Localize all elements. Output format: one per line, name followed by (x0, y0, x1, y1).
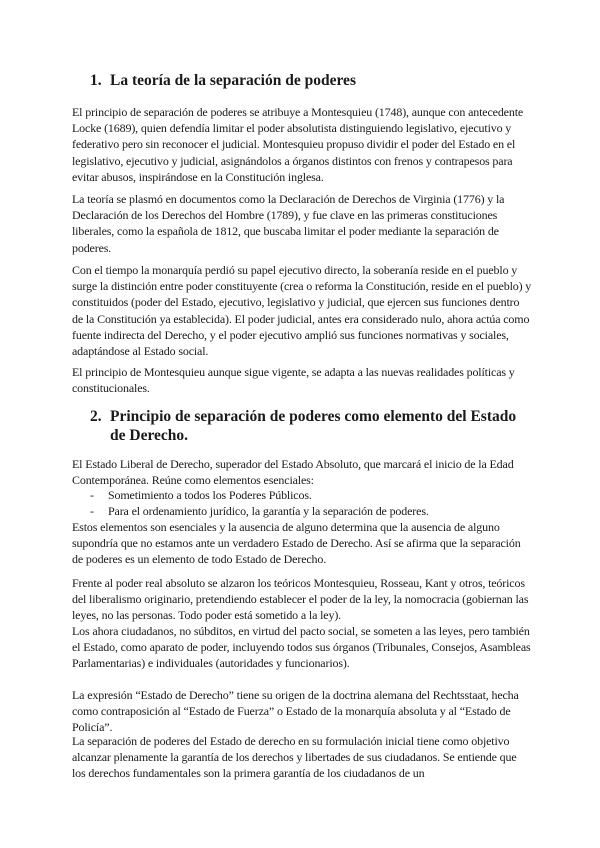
section-1-number: 1. (90, 72, 102, 89)
essential-elements-list (72, 487, 532, 519)
section-2-heading (90, 407, 530, 445)
paragraph-vigente: El principio de Montesquieu aunque sigue vigente, se adapta a las nuevas realidades políticas y constitucionales. (72, 365, 515, 396)
section-1-heading (90, 71, 530, 90)
section-1-title: La teoría de la separación de poderes (110, 72, 356, 89)
paragraph-declaraciones: La teoría se plasmó en documentos como la Declaración de Derechos de Virginia (1776) y la Declaración de los Derechos del Hombre (1789), y fue clave en las primeras constituciones liberales, como la española de 1812, que buscaba limitar el poder mediante la separación de poderes. (72, 192, 505, 255)
paragraph-frente-al-poder: Frente al poder real absoluto se alzaron los teóricos Montesquieu, Rosseau, Kant y otros, teóricos del liberalismo originario, pretendiendo establecer el poder de la ley, la nomocracia (gobiernan las leyes, no las personas. Todo poder está sometido a la ley). (72, 576, 529, 623)
section-2-title: Principio de separación de poderes como elemento del Estado de Derecho. (110, 408, 517, 444)
list-item: - Sometimiento a todos los Poderes Públicos. (72, 487, 532, 503)
paragraph-montesquieu: El principio de separación de poderes se atribuye a Montesquieu (1748), aunque con antecedente Locke (1689), quien defendía limitar el poder absolutista distinguiendo legislativo, ejecutivo y federativo pero sin reconocer el judicial. Montesquieu propuso dividir el poder del Estado en el legislativo, ejecutivo y judicial, asignándolos a órganos distintos con frenos y contrapesos para evitar abusos, inspirándose en la Constitución inglesa. (72, 105, 524, 184)
paragraph-estado-de-derecho-expresion: La expresión “Estado de Derecho” tiene su origen de la doctrina alemana del Rechtsstaat, hecha como contraposición al “Estado de Fuerza” o Estado de la monarquía absoluta y al “Estado de Policía”. (72, 688, 519, 735)
paragraph-elementos-esenciales: Estos elementos son esenciales y la ausencia de alguno determina que la ausencia de alguno supondría que no estamos ante un verdadero Estado de Derecho. Así se afirma que la separación de poderes es un elemento de todo Estado de Derecho. (72, 520, 521, 567)
paragraph-estado-liberal: El Estado Liberal de Derecho, superador del Estado Absoluto, que marcará el inicio de la Edad Contemporánea. Reúne como elementos esenciales: (72, 457, 514, 488)
paragraph-ciudadanos: Los ahora ciudadanos, no súbditos, en virtud del pacto social, se someten a las leyes, pero también el Estado, como aparato de poder, incluyendo todos sus órganos (Tribunales, Consejos, Asambleas Parlamentarias) e individuales (autoridades y funcionarios). (72, 624, 531, 671)
section-2-number: 2. (90, 408, 102, 425)
paragraph-separacion-garantia: La separación de poderes del Estado de derecho en su formulación inicial tiene como objetivo alcanzar plenamente la garantía de los derechos y libertades de sus ciudadanos. Se entiende que los derechos fundamentales son la primera garantía de los ciudadanos de un (72, 734, 517, 781)
paragraph-monarquia: Con el tiempo la monarquía perdió su papel ejecutivo directo, la soberanía reside en el pueblo y surge la distinción entre poder constituyente (crea o reforma la Constitución, reside en el pueblo) y constituidos (poder del Estado, ejecutivo, legislativo y judicial, que ejercen sus funciones dentro de la Constitución ya establecida). El poder judicial, antes era considerado nulo, ahora actúa como fuente indirecta del Derecho, y el poder ejecutivo amplió sus funciones normativas y sociales, adaptándose al Estado social. (72, 263, 532, 359)
list-item: - Para el ordenamiento jurídico, la garantía y la separación de poderes. (72, 503, 532, 519)
